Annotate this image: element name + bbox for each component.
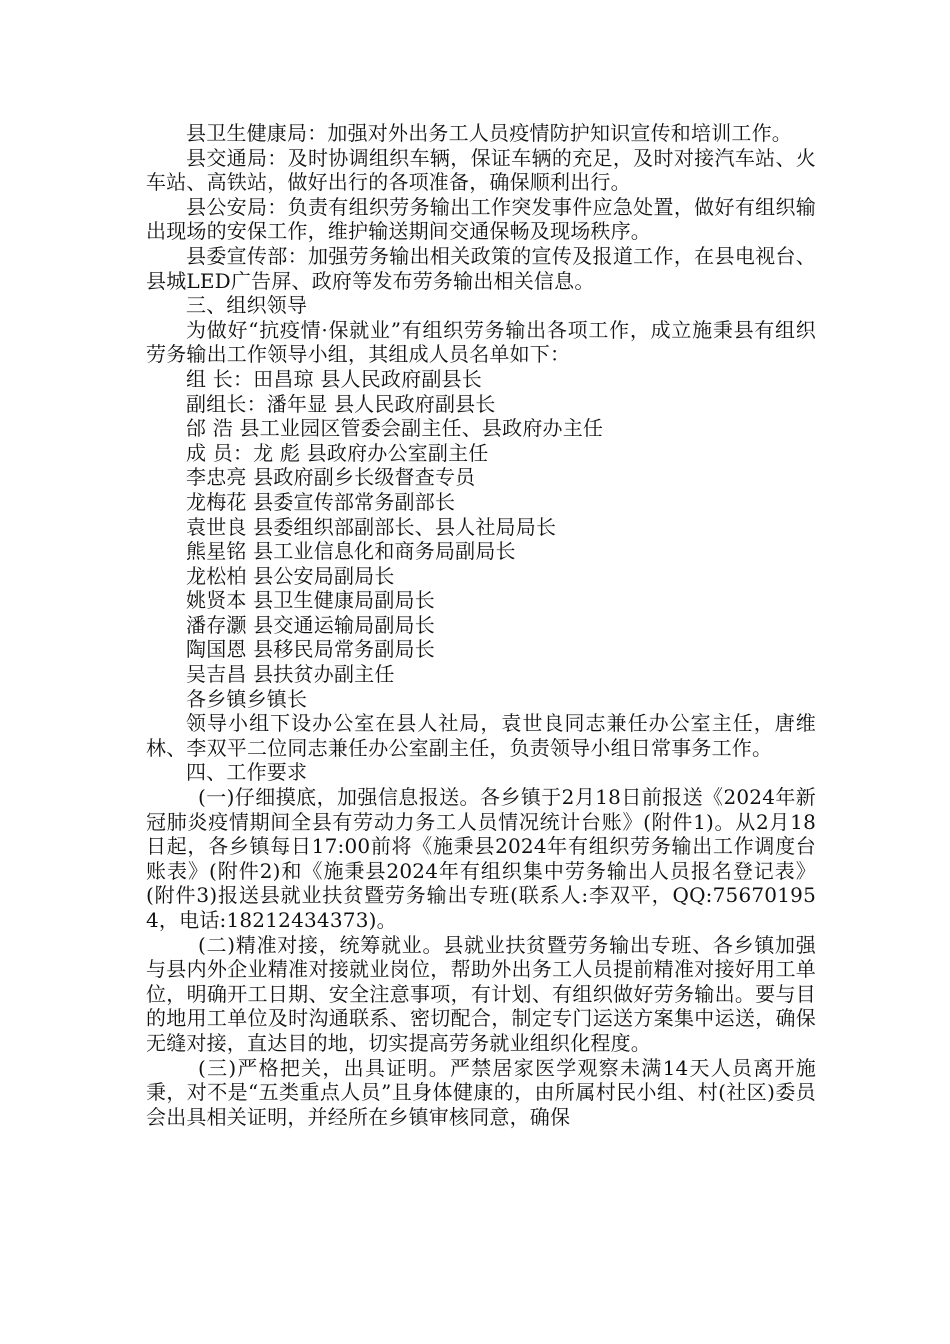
member-line: 姚贤本 县卫生健康局副局长 xyxy=(186,588,435,613)
member-line: 陶国恩 县移民局常务副局长 xyxy=(186,637,435,662)
member-line: 熊星铭 县工业信息化和商务局副局长 xyxy=(186,539,516,564)
member-line: 吴吉昌 县扶贫办副主任 xyxy=(186,662,395,687)
section-heading-organization: 三、组织领导 xyxy=(186,293,308,318)
paragraph-leadership-intro: 为做好“抗疫情·保就业”有组织劳务输出各项工作，成立施秉县有组织劳务输出工作领导小组，其组成人员名单如下： xyxy=(146,317,816,367)
document-body xyxy=(146,121,816,1129)
paragraph-propaganda-department: 县委宣传部：加强劳务输出相关政策的宣传及报道工作，在县电视台、县城LED广告屏、政府等发布劳务输出相关信息。 xyxy=(146,243,816,293)
member-line-leader: 组 长：田昌琼 县人民政府副县长 xyxy=(186,366,482,391)
paragraph-health-bureau: 县卫生健康局：加强对外出务工人员疫情防护知识宣传和培训工作。 xyxy=(186,121,792,145)
paragraph-requirement-1: (一)仔细摸底，加强信息报送。各乡镇于2月18日前报送《2024年新冠肺炎疫情期间全县有劳动力务工人员情况统计台账》(附件1)。从2月18日起，各乡镇每日17:00前将《施秉县2024年有组织劳务输出工作调度台账表》(附件2)和《施秉县2024年有组织集中劳务输出人员报名登记表》(附件3)报送县就业扶贫暨劳务输出专班(联系人:李双平，QQ:756701954，电话:18212434373)。 xyxy=(146,785,816,932)
member-line: 袁世良 县委组织部副部长、县人社局局长 xyxy=(186,514,557,539)
member-line: 邰 浩 县工业园区管委会副主任、县政府办主任 xyxy=(186,416,604,441)
member-line: 龙梅花 县委宣传部常务副部长 xyxy=(186,489,456,514)
member-line-deputy-leader: 副组长：潘年显 县人民政府副县长 xyxy=(186,391,496,416)
paragraph-requirement-2: (二)精准对接，统筹就业。县就业扶贫暨劳务输出专班、各乡镇加强与县内外企业精准对接就业岗位，帮助外出务工人员提前精准对接好用工单位，明确开工日期、安全注意事项，有计划、有组织做好劳务输出。要与目的地用工单位及时沟通联系、密切配合，制定专门运送方案集中运送，确保无缝对接，直达目的地，切实提高劳务就业组织化程度。 xyxy=(146,932,816,1055)
member-line: 李忠亮 县政府副乡长级督查专员 xyxy=(186,465,476,490)
paragraph-office-setup: 领导小组下设办公室在县人社局，袁世良同志兼任办公室主任，唐维林、李双平二位同志兼任办公室副主任，负责领导小组日常事务工作。 xyxy=(146,711,816,760)
member-line: 龙松柏 县公安局副局长 xyxy=(186,563,395,588)
section-heading-requirements: 四、工作要求 xyxy=(186,760,308,785)
member-line-members: 成 员：龙 彪 县政府办公室副主任 xyxy=(186,440,489,465)
member-line: 各乡镇乡镇长 xyxy=(186,686,308,711)
paragraph-requirement-3: (三)严格把关，出具证明。严禁居家医学观察未满14天人员离开施秉，对不是“五类重点人员”且身体健康的，由所属村民小组、村(社区)委员会出具相关证明，并经所在乡镇审核同意，确保 xyxy=(146,1055,816,1129)
paragraph-transport-bureau: 县交通局：及时协调组织车辆，保证车辆的充足，及时对接汽车站、火车站、高铁站，做好出行的各项准备，确保顺利出行。 xyxy=(146,145,816,195)
paragraph-public-security-bureau: 县公安局：负责有组织劳务输出工作突发事件应急处置，做好有组织输出现场的安保工作，维护输送期间交通保畅及现场秩序。 xyxy=(146,194,816,244)
member-line: 潘存灏 县交通运输局副局长 xyxy=(186,612,435,637)
